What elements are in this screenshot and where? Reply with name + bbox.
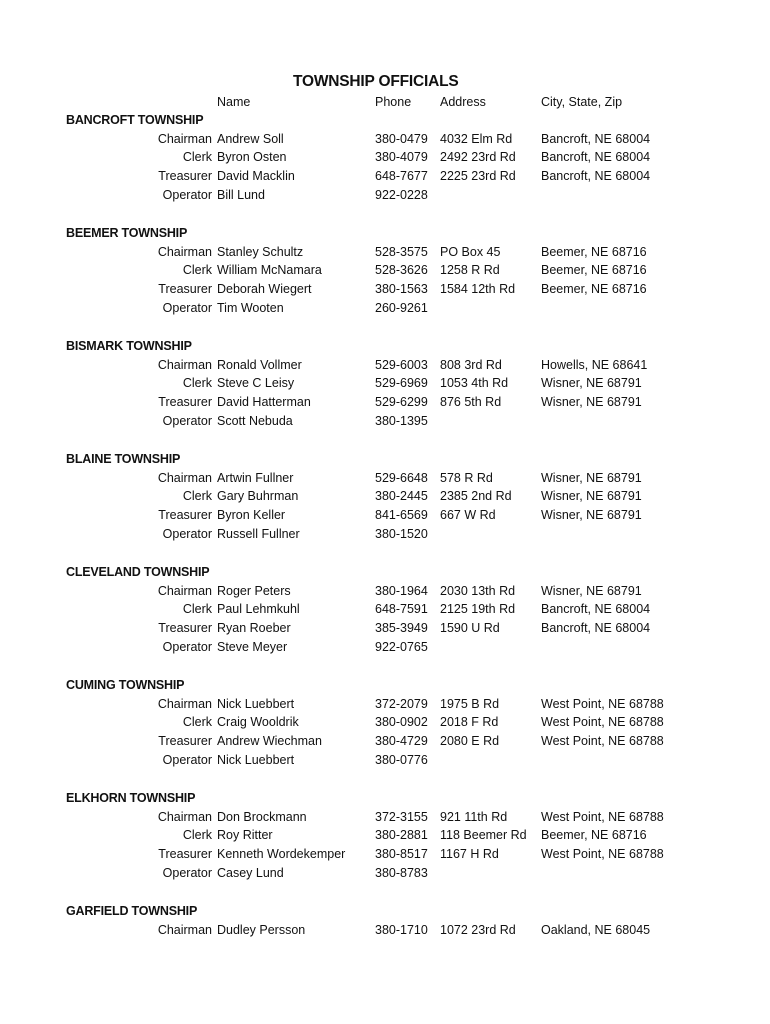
official-address: 2080 E Rd bbox=[440, 734, 500, 749]
official-address: 2492 23rd Rd bbox=[440, 150, 516, 165]
official-role: Chairman bbox=[157, 131, 212, 146]
official-row bbox=[0, 866, 770, 885]
township-section bbox=[0, 904, 770, 1017]
official-city: Beemer, NE 68716 bbox=[541, 244, 647, 259]
official-address: 1975 B Rd bbox=[440, 696, 500, 711]
official-row bbox=[0, 263, 770, 282]
official-city: West Point, NE 68788 bbox=[541, 847, 664, 862]
official-phone: 380-8517 bbox=[375, 847, 428, 862]
official-name: Scott Nebuda bbox=[217, 413, 293, 428]
official-row bbox=[0, 508, 770, 527]
official-address: 1590 U Rd bbox=[440, 621, 500, 636]
official-city: Beemer, NE 68716 bbox=[541, 828, 647, 843]
official-address: 876 5th Rd bbox=[440, 395, 502, 410]
official-address: 1584 12th Rd bbox=[440, 282, 516, 297]
official-role: Chairman bbox=[157, 244, 212, 259]
column-header-name: Name bbox=[217, 95, 251, 109]
official-city: Wisner, NE 68791 bbox=[541, 508, 642, 523]
official-role: Chairman bbox=[157, 357, 212, 372]
official-row bbox=[0, 489, 770, 508]
official-address: 2385 2nd Rd bbox=[440, 489, 512, 504]
township-section bbox=[0, 452, 770, 565]
official-role: Operator bbox=[162, 526, 212, 541]
township-section bbox=[0, 339, 770, 452]
official-phone: 380-0479 bbox=[375, 131, 428, 146]
official-name: David Hatterman bbox=[217, 395, 311, 410]
official-phone: 372-2079 bbox=[375, 696, 428, 711]
official-city: Wisner, NE 68791 bbox=[541, 489, 642, 504]
official-address: 578 R Rd bbox=[440, 470, 493, 485]
official-phone: 648-7677 bbox=[375, 169, 428, 184]
official-city: West Point, NE 68788 bbox=[541, 809, 664, 824]
official-address: 2030 13th Rd bbox=[440, 583, 516, 598]
official-role: Treasurer bbox=[158, 508, 212, 523]
official-name: Don Brockmann bbox=[217, 809, 307, 824]
official-city: Howells, NE 68641 bbox=[541, 357, 648, 372]
official-phone: 380-4079 bbox=[375, 150, 428, 165]
official-role: Clerk bbox=[182, 150, 212, 165]
official-city: Beemer, NE 68716 bbox=[541, 282, 647, 297]
official-city: Beemer, NE 68716 bbox=[541, 263, 647, 278]
township-section bbox=[0, 226, 770, 339]
official-row bbox=[0, 715, 770, 734]
official-name: Roger Peters bbox=[217, 583, 291, 598]
official-row bbox=[0, 828, 770, 847]
official-city: West Point, NE 68788 bbox=[541, 696, 664, 711]
township-title: GARFIELD TOWNSHIP bbox=[66, 904, 198, 918]
official-address: 1167 H Rd bbox=[440, 847, 499, 862]
official-role: Operator bbox=[162, 865, 212, 880]
township-section bbox=[0, 113, 770, 226]
official-name: Kenneth Wordekemper bbox=[217, 847, 346, 862]
township-title: CUMING TOWNSHIP bbox=[66, 678, 185, 692]
township-title: BANCROFT TOWNSHIP bbox=[66, 113, 204, 127]
official-name: David Macklin bbox=[217, 169, 295, 184]
official-city: Bancroft, NE 68004 bbox=[541, 602, 651, 617]
official-city: Oakland, NE 68045 bbox=[541, 922, 651, 937]
official-role: Chairman bbox=[157, 583, 212, 598]
official-phone: 529-6003 bbox=[375, 357, 428, 372]
official-row bbox=[0, 395, 770, 414]
official-address: 921 11th Rd bbox=[440, 809, 508, 824]
official-role: Chairman bbox=[157, 809, 212, 824]
official-row bbox=[0, 621, 770, 640]
official-role: Chairman bbox=[157, 470, 212, 485]
official-role: Operator bbox=[162, 639, 212, 654]
official-row bbox=[0, 245, 770, 264]
official-row bbox=[0, 282, 770, 301]
official-role: Clerk bbox=[182, 602, 212, 617]
official-role: Operator bbox=[162, 413, 212, 428]
official-name: Stanley Schultz bbox=[217, 244, 304, 259]
township-title: BEEMER TOWNSHIP bbox=[66, 226, 188, 240]
official-name: Casey Lund bbox=[217, 865, 284, 880]
official-address: 2125 19th Rd bbox=[440, 602, 516, 617]
official-name: Byron Keller bbox=[217, 508, 286, 523]
official-address: 118 Beemer Rd bbox=[440, 828, 527, 843]
official-phone: 380-1395 bbox=[375, 413, 428, 428]
official-phone: 529-6969 bbox=[375, 376, 428, 391]
official-phone: 380-2881 bbox=[375, 828, 428, 843]
township-sections bbox=[0, 113, 770, 1017]
official-city: West Point, NE 68788 bbox=[541, 715, 664, 730]
official-name: Andrew Wiechman bbox=[217, 734, 322, 749]
official-city: Wisner, NE 68791 bbox=[541, 583, 642, 598]
official-name: Ronald Vollmer bbox=[217, 357, 302, 372]
official-role: Operator bbox=[162, 187, 212, 202]
official-row bbox=[0, 358, 770, 377]
township-section bbox=[0, 791, 770, 904]
official-name: Deborah Wiegert bbox=[217, 282, 312, 297]
official-phone: 380-2445 bbox=[375, 489, 428, 504]
official-city: Bancroft, NE 68004 bbox=[541, 150, 651, 165]
official-role: Clerk bbox=[182, 263, 212, 278]
official-name: Gary Buhrman bbox=[217, 489, 299, 504]
township-section bbox=[0, 678, 770, 791]
official-row bbox=[0, 584, 770, 603]
official-phone: 372-3155 bbox=[375, 809, 428, 824]
official-city: Bancroft, NE 68004 bbox=[541, 131, 651, 146]
official-role: Clerk bbox=[182, 376, 212, 391]
official-address: 808 3rd Rd bbox=[440, 357, 502, 372]
official-phone: 380-0902 bbox=[375, 715, 428, 730]
official-phone: 841-6569 bbox=[375, 508, 428, 523]
township-title: BLAINE TOWNSHIP bbox=[66, 452, 181, 466]
official-name: Byron Osten bbox=[217, 150, 287, 165]
document-title: TOWNSHIP OFFICIALS bbox=[293, 73, 459, 90]
official-name: Tim Wooten bbox=[217, 300, 284, 315]
official-role: Treasurer bbox=[158, 621, 212, 636]
official-address: 1258 R Rd bbox=[440, 263, 500, 278]
official-row bbox=[0, 527, 770, 546]
official-name: Bill Lund bbox=[217, 187, 265, 202]
official-city: Wisner, NE 68791 bbox=[541, 376, 642, 391]
official-role: Chairman bbox=[157, 922, 212, 937]
official-phone: 922-0765 bbox=[375, 639, 428, 654]
official-city: Wisner, NE 68791 bbox=[541, 470, 642, 485]
official-name: Andrew Soll bbox=[217, 131, 284, 146]
official-row bbox=[0, 376, 770, 395]
official-name: Roy Ritter bbox=[217, 828, 273, 843]
official-phone: 385-3949 bbox=[375, 621, 428, 636]
official-role: Clerk bbox=[182, 828, 212, 843]
official-row bbox=[0, 471, 770, 490]
official-phone: 380-4729 bbox=[375, 734, 428, 749]
official-role: Treasurer bbox=[158, 169, 212, 184]
official-row bbox=[0, 602, 770, 621]
official-city: Wisner, NE 68791 bbox=[541, 395, 642, 410]
official-city: Bancroft, NE 68004 bbox=[541, 621, 651, 636]
official-name: Steve C Leisy bbox=[217, 376, 295, 391]
column-header-phone: Phone bbox=[375, 95, 412, 109]
official-phone: 528-3575 bbox=[375, 244, 428, 259]
official-row bbox=[0, 923, 770, 942]
official-role: Clerk bbox=[182, 489, 212, 504]
official-phone: 528-3626 bbox=[375, 263, 428, 278]
official-address: 1072 23rd Rd bbox=[440, 922, 516, 937]
column-header-address: Address bbox=[440, 95, 486, 109]
official-address: 667 W Rd bbox=[440, 508, 496, 523]
official-row bbox=[0, 847, 770, 866]
official-phone: 380-1520 bbox=[375, 526, 428, 541]
township-title: CLEVELAND TOWNSHIP bbox=[66, 565, 210, 579]
official-name: Nick Luebbert bbox=[217, 752, 295, 767]
official-phone: 380-8783 bbox=[375, 865, 428, 880]
official-phone: 380-1710 bbox=[375, 922, 428, 937]
official-row bbox=[0, 753, 770, 772]
official-name: Russell Fullner bbox=[217, 526, 300, 541]
official-phone: 260-9261 bbox=[375, 300, 428, 315]
official-row bbox=[0, 150, 770, 169]
official-role: Treasurer bbox=[158, 847, 212, 862]
official-row bbox=[0, 810, 770, 829]
official-address: PO Box 45 bbox=[440, 244, 501, 259]
official-role: Treasurer bbox=[158, 395, 212, 410]
official-role: Treasurer bbox=[158, 282, 212, 297]
township-title: ELKHORN TOWNSHIP bbox=[66, 791, 196, 805]
official-phone: 922-0228 bbox=[375, 187, 428, 202]
official-row bbox=[0, 301, 770, 320]
official-phone: 648-7591 bbox=[375, 602, 428, 617]
official-address: 2018 F Rd bbox=[440, 715, 499, 730]
official-address: 2225 23rd Rd bbox=[440, 169, 516, 184]
official-address: 4032 Elm Rd bbox=[440, 131, 513, 146]
official-name: Steve Meyer bbox=[217, 639, 288, 654]
official-phone: 529-6648 bbox=[375, 470, 428, 485]
official-name: Paul Lehmkuhl bbox=[217, 602, 300, 617]
official-row bbox=[0, 169, 770, 188]
official-phone: 380-0776 bbox=[375, 752, 428, 767]
official-role: Clerk bbox=[182, 715, 212, 730]
official-row bbox=[0, 734, 770, 753]
official-phone: 529-6299 bbox=[375, 395, 428, 410]
column-header-city: City, State, Zip bbox=[541, 95, 623, 109]
official-name: Artwin Fullner bbox=[217, 470, 294, 485]
official-row bbox=[0, 414, 770, 433]
official-row bbox=[0, 132, 770, 151]
official-row bbox=[0, 697, 770, 716]
official-name: Dudley Persson bbox=[217, 922, 306, 937]
official-row bbox=[0, 640, 770, 659]
official-address: 1053 4th Rd bbox=[440, 376, 509, 391]
township-title: BISMARK TOWNSHIP bbox=[66, 339, 192, 353]
official-row bbox=[0, 188, 770, 207]
official-name: Nick Luebbert bbox=[217, 696, 295, 711]
official-role: Operator bbox=[162, 752, 212, 767]
column-header-row bbox=[0, 95, 770, 113]
official-name: Ryan Roeber bbox=[217, 621, 291, 636]
official-role: Treasurer bbox=[158, 734, 212, 749]
official-name: Craig Wooldrik bbox=[217, 715, 299, 730]
official-phone: 380-1563 bbox=[375, 282, 428, 297]
official-role: Chairman bbox=[157, 696, 212, 711]
official-city: Bancroft, NE 68004 bbox=[541, 169, 651, 184]
official-name: William McNamara bbox=[217, 263, 322, 278]
official-role: Operator bbox=[162, 300, 212, 315]
township-section bbox=[0, 565, 770, 678]
official-phone: 380-1964 bbox=[375, 583, 428, 598]
official-city: West Point, NE 68788 bbox=[541, 734, 664, 749]
